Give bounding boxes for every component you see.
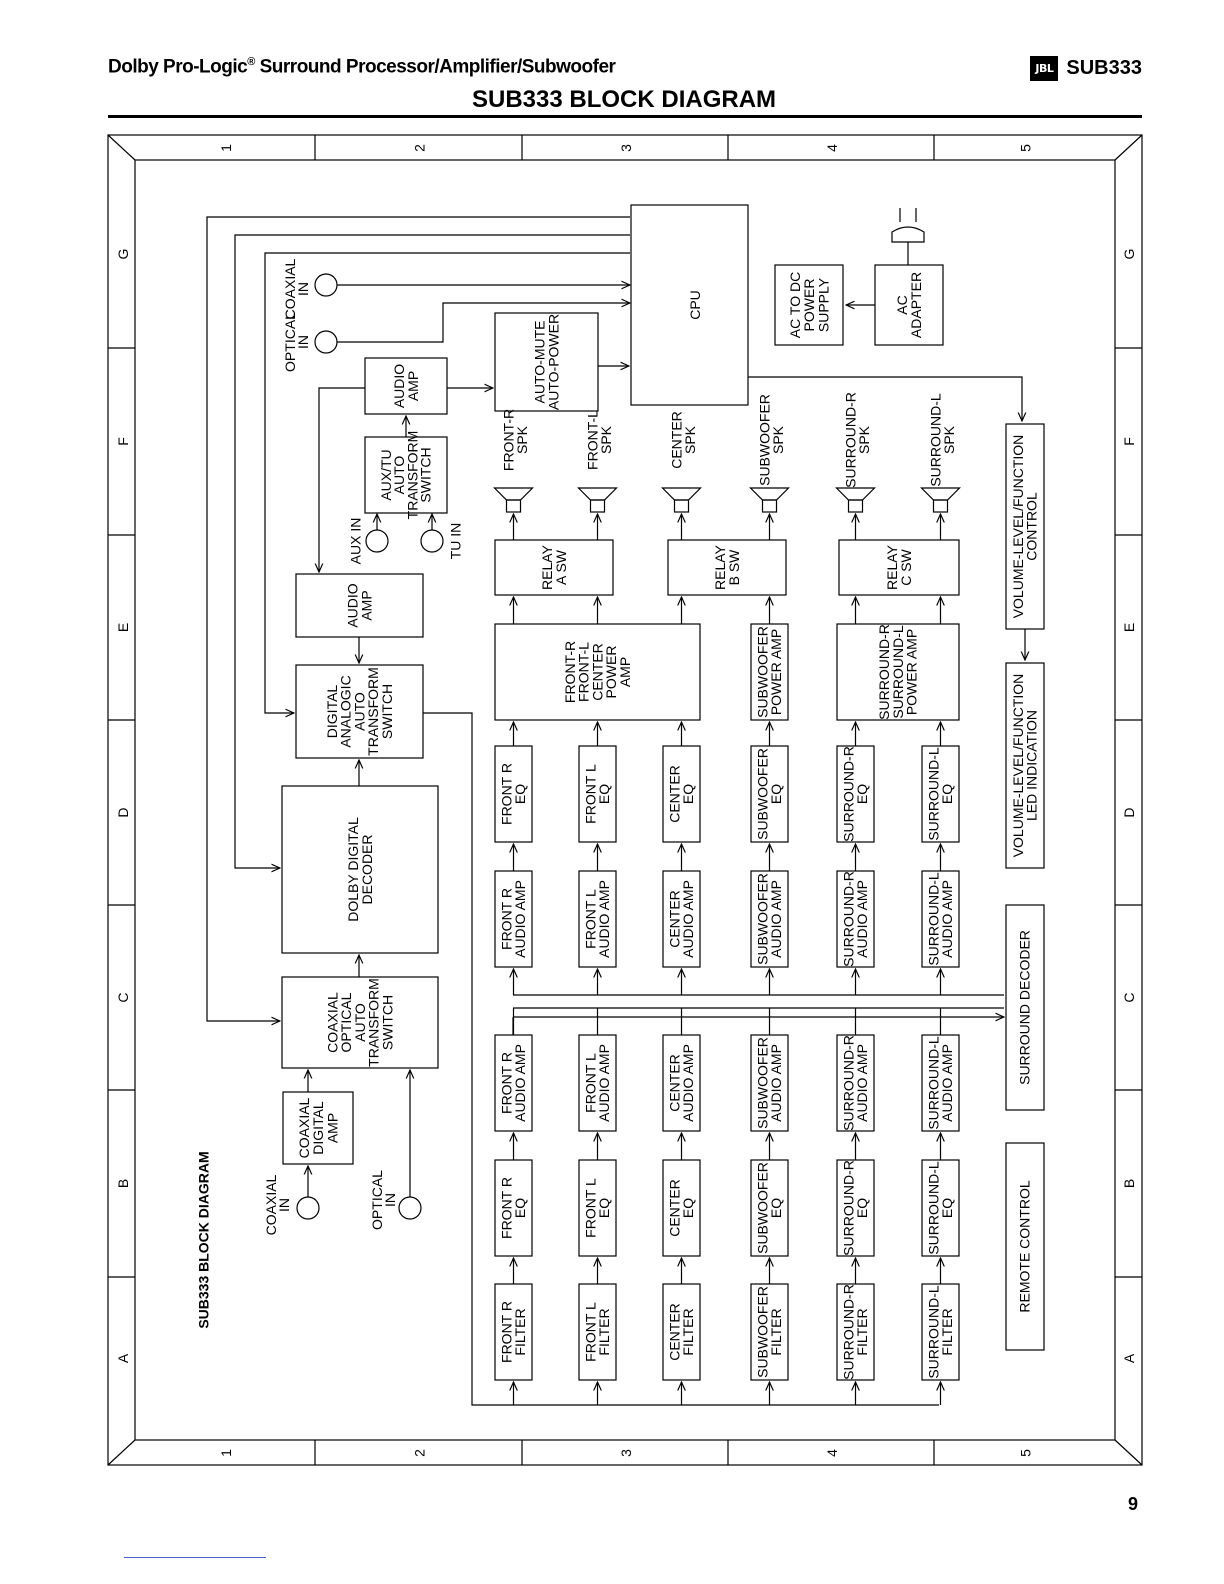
filter-block-0-label-line: FILTER — [512, 1308, 529, 1356]
speaker-label-2 — [669, 411, 699, 469]
eq-upper-block-3-label-line: EQ — [768, 783, 785, 805]
dolby-decoder-block-label — [345, 817, 375, 922]
speaker-icon-cone — [579, 488, 617, 500]
eq-upper-block-1-label — [583, 764, 613, 824]
eq-upper-block-3-label — [755, 748, 785, 840]
frame-corner — [1115, 135, 1142, 160]
surround-decoder-block-label — [1017, 930, 1033, 1085]
sub-power-amp-block-label — [755, 626, 785, 718]
relay-b-block-label-line: B SW — [726, 549, 743, 586]
audio-amp-lower-block-2-label-line: CENTER — [666, 1054, 683, 1112]
diagram-title-line: SUB333 BLOCK DIAGRAM — [195, 1151, 212, 1329]
page-number: 9 — [1127, 1494, 1138, 1514]
ac-to-dc-block-label-line: POWER — [801, 278, 817, 332]
eq-upper-block-4-label — [841, 746, 871, 842]
column-label-bottom-line: 3 — [618, 1449, 635, 1457]
coaxial-in-bottom-label-line: COAXIAL — [263, 1174, 280, 1236]
filter-block-3-label — [755, 1286, 785, 1378]
coaxial-in-top-label-line: IN — [294, 282, 311, 296]
row-label-left — [115, 249, 131, 260]
front-power-amp-block-label-line: CENTER — [589, 643, 606, 701]
row-label-left — [115, 623, 131, 632]
relay-a-block-label-line: A SW — [553, 549, 570, 586]
aux-tu-switch-block-label — [378, 431, 434, 520]
audio-amp-lower-block-5-label-line: SURROUND-L — [925, 1036, 942, 1130]
speaker-icon-cone — [751, 488, 789, 500]
audio-amp-lower-block-4-label-line: AUDIO AMP — [854, 1044, 871, 1122]
volume-indication-block-label-line: VOLUME-LEVEL/FUNCTION — [1010, 673, 1026, 858]
volume-control-block-label-line: CONTROL — [1023, 492, 1040, 561]
audio-amp-upper-block-2-label-line: AUDIO AMP — [680, 880, 697, 958]
speaker-icon-cone — [922, 488, 960, 500]
coaxial-in-bottom-label-line: IN — [275, 1198, 292, 1212]
filter-block-0-label — [499, 1301, 529, 1363]
eq-upper-block-5-label-line: EQ — [939, 783, 956, 805]
row-label-right-line: C — [1121, 992, 1138, 1003]
surround-power-amp-block-label — [876, 624, 920, 720]
eq-upper-block-0-label-line: EQ — [512, 783, 529, 805]
ac-adapter-block-label — [894, 272, 924, 338]
coaxial-digital-amp-block-label-line: AMP — [324, 1112, 341, 1144]
digital-analogic-switch-block-label-line: AUTO — [351, 692, 368, 731]
column-label-top-line: 2 — [411, 144, 428, 152]
filter-block-5-label-line: SURROUND-L — [925, 1285, 942, 1379]
filter-block-1-label-line: FRONT L — [582, 1302, 599, 1362]
eq-upper-block-2-label-line: CENTER — [666, 765, 683, 823]
optical-in-top-label-line: IN — [294, 335, 311, 349]
eq-upper-block-2-label-line: EQ — [680, 783, 697, 805]
relay-b-block-label-line: RELAY — [711, 545, 728, 590]
column-label-bottom-line: 2 — [411, 1449, 428, 1457]
audio-amp-lower-block-0-label-line: AUDIO AMP — [512, 1044, 529, 1122]
speaker-label-3 — [757, 394, 787, 486]
surround-decoder-block-label-line: SURROUND DECODER — [1016, 930, 1033, 1085]
ac-to-dc-block-label — [787, 272, 832, 338]
surround-power-amp-block-label-line: SURROUND-L — [889, 625, 906, 719]
audio-amp-upper-block-1-label — [583, 880, 613, 958]
relay-c-block-label — [884, 544, 914, 590]
audio-amp-mid-block-label — [344, 583, 374, 627]
audio-amp-upper-block-5-label-line: SURROUND-L — [925, 872, 942, 966]
audio-amp-upper-block-4-label-line: SURROUND-R — [840, 871, 857, 967]
audio-amp-lower-block-2-label — [667, 1044, 697, 1122]
optical-in-top-jack — [315, 331, 337, 353]
diagram-title — [196, 1151, 212, 1328]
filter-block-1-label — [583, 1302, 613, 1362]
page-title: SUB333 BLOCK DIAGRAM — [471, 86, 777, 113]
surround-power-amp-block-label-line: SURROUND-R — [876, 624, 893, 720]
row-label-left-line: E — [115, 622, 132, 633]
audio-amp-upper-block-1-label-line: FRONT L — [582, 889, 599, 949]
aux-in-jack — [366, 530, 388, 552]
auto-mute-block-label — [531, 314, 561, 410]
eq-upper-block-4-label-line: EQ — [854, 783, 871, 805]
speaker-label-4 — [843, 392, 873, 488]
audio-amp-upper-block-3-label-line: AUDIO AMP — [768, 880, 785, 958]
remote-control-block-label — [1017, 1180, 1033, 1312]
tu-in-label-line: TU IN — [447, 522, 464, 560]
link-underline — [124, 1557, 266, 1558]
sub-power-amp-block-label-line: SUBWOOFER — [754, 626, 771, 718]
eq-upper-block-0-label-line: FRONT R — [498, 763, 515, 825]
column-label-top — [218, 144, 234, 152]
digital-analogic-switch-block-label-line: SWITCH — [378, 683, 395, 740]
filter-block-3-label-line: SUBWOOFER — [754, 1286, 771, 1378]
coaxial-optical-switch-block-label-line: OPTICAL — [338, 992, 355, 1053]
audio-amp-top-block-label — [391, 364, 421, 408]
speaker-icon-body — [849, 500, 863, 512]
ac-adapter-block-label-line: AC — [893, 295, 910, 315]
column-label-top-line: 1 — [218, 144, 235, 152]
sub-power-amp-block-label-line: POWER AMP — [768, 628, 785, 716]
column-label-bottom — [824, 1449, 840, 1457]
eq-lower-block-5-label — [926, 1161, 956, 1255]
audio-amp-lower-block-4-label — [841, 1035, 871, 1131]
audio-amp-upper-block-5-label — [926, 872, 956, 966]
column-label-top-line: 3 — [618, 144, 635, 152]
optical-in-top-label — [282, 312, 311, 372]
front-power-amp-block-label-line: FRONT-R — [561, 640, 578, 704]
filter-block-4-label — [841, 1284, 871, 1380]
digital-analogic-switch-block-label-line: TRANSFORM — [365, 667, 382, 756]
filter-block-5-label — [926, 1285, 956, 1379]
speaker-label-2-line: SPK — [682, 425, 699, 455]
cpu-to-volume-control — [748, 377, 1022, 421]
eq-upper-block-5-label-line: SURROUND-L — [925, 747, 942, 841]
speaker-label-1-line: SPK — [598, 425, 615, 455]
digital-analogic-switch-block-label-line: ANALOGIC — [337, 675, 354, 748]
column-label-bottom — [618, 1449, 634, 1457]
row-label-left — [115, 992, 131, 1002]
audio-amp-lower-block-1-label — [583, 1044, 613, 1122]
audio-amp-mid-block-label-line: AUDIO — [344, 583, 361, 628]
row-label-right-line: E — [1121, 622, 1138, 633]
signal-wires — [108, 135, 1142, 1465]
speaker-label-1 — [585, 410, 615, 470]
aux-tu-switch-block-label-line: SWITCH — [417, 447, 434, 503]
row-label-left-line: G — [115, 248, 132, 260]
row-label-left — [115, 807, 131, 817]
relay-a-block-label — [539, 544, 569, 590]
speaker-label-5-line: SPK — [941, 425, 958, 455]
speaker-label-4-line: SPK — [856, 425, 873, 455]
audio-amp-lower-block-5-label-line: AUDIO AMP — [939, 1044, 956, 1122]
filter-block-0-label-line: FRONT R — [498, 1301, 515, 1363]
audio-amp-top-block-label-line: AUDIO — [390, 363, 407, 409]
ac-to-dc-block-label-line: AC TO DC — [786, 271, 803, 339]
eq-upper-block-3-label-line: SUBWOOFER — [754, 748, 771, 840]
row-label-left-line: F — [115, 437, 132, 446]
optical-in-bottom-label — [369, 1170, 398, 1230]
relay-c-block-label-line: RELAY — [883, 545, 900, 590]
relay-a-block-label-line: RELAY — [538, 545, 555, 590]
eq-lower-block-3-label — [755, 1162, 785, 1254]
eq-lower-block-0-label-line: EQ — [512, 1197, 529, 1219]
relay-c-block-label-line: C SW — [898, 549, 915, 586]
aux-in-label — [348, 518, 364, 565]
audio-amp-lower-block-3-label-line: AUDIO AMP — [768, 1044, 785, 1122]
front-power-amp-block-label — [562, 641, 633, 703]
row-label-right-line: A — [1121, 1353, 1138, 1364]
row-label-left — [115, 1179, 131, 1188]
filter-block-3-label-line: FILTER — [768, 1308, 785, 1356]
eq-upper-block-1-label-line: FRONT L — [582, 764, 599, 824]
filter-block-1-label-line: FILTER — [596, 1308, 613, 1356]
row-label-right — [1121, 623, 1137, 632]
speaker-label-3-line: SUBWOOFER — [756, 394, 773, 486]
audio-amp-lower-block-5-label — [926, 1036, 956, 1130]
coaxial-in-top-jack — [315, 274, 337, 296]
eq-lower-block-0-label-line: FRONT R — [498, 1177, 515, 1239]
eq-lower-block-4-label — [841, 1160, 871, 1256]
coaxial-digital-amp-block-label-line: COAXIAL — [295, 1097, 312, 1159]
speaker-label-1-line: FRONT-L — [584, 410, 601, 470]
speaker-label-5-line: SURROUND-L — [927, 393, 944, 487]
speaker-icon-cone — [663, 488, 701, 500]
cpu-label — [687, 290, 703, 320]
remote-control-block-label-line: REMOTE CONTROL — [1016, 1180, 1033, 1313]
aux-tu-switch-block-label-line: AUTO — [391, 455, 407, 495]
volume-indication-block-label — [1010, 674, 1039, 858]
row-label-right — [1121, 1179, 1137, 1188]
tu-in-jack — [421, 530, 443, 552]
speaker-icon-body — [934, 500, 948, 512]
tu-in-label — [448, 523, 464, 560]
optical-in-bottom-jack — [399, 1197, 421, 1219]
relay-b-block-label — [712, 544, 742, 590]
eq-upper-block-5-label — [926, 747, 956, 841]
filter-block-2-label-line: CENTER — [666, 1303, 683, 1361]
audio-amp-mid-block-label-line: AMP — [358, 590, 375, 621]
speaker-icon-cone — [495, 488, 533, 500]
row-label-left — [115, 437, 131, 446]
front-power-amp-block-label-line: AMP — [616, 656, 633, 688]
audio-amp-upper-block-0-label — [499, 880, 529, 958]
aux-tu-switch-block-label-line: TRANSFORM — [404, 430, 421, 520]
eq-lower-block-1-label-line: EQ — [596, 1197, 613, 1219]
eq-lower-block-1-label-line: FRONT L — [582, 1178, 599, 1238]
eq-lower-block-4-label-line: SURROUND-R — [840, 1160, 857, 1256]
eq-upper-block-1-label-line: EQ — [596, 783, 613, 805]
optical-in-bottom-label-line: OPTICAL — [369, 1170, 386, 1230]
speaker-label-4-line: SURROUND-R — [842, 392, 859, 488]
eq-lower-block-2-label — [667, 1179, 697, 1237]
auto-mute-block-label-line: AUTO-MUTE — [531, 320, 548, 404]
row-label-left-line: A — [115, 1353, 132, 1364]
speaker-icon-body — [507, 500, 521, 512]
row-label-right — [1121, 1353, 1137, 1363]
row-label-right-line: B — [1121, 1178, 1138, 1189]
audio-amp-upper-block-1-label-line: AUDIO AMP — [596, 880, 613, 958]
frame-corner — [108, 135, 135, 160]
eq-lower-block-4-label-line: EQ — [854, 1197, 871, 1219]
dolby-decoder-block-label-line: DOLBY DIGITAL — [344, 817, 361, 922]
column-label-bottom — [218, 1449, 234, 1457]
eq-lower-block-1-label — [583, 1178, 613, 1238]
surround-power-amp-block-label-line: POWER AMP — [903, 628, 920, 716]
digital-analogic-switch-block-label-line: DIGITAL — [323, 684, 340, 739]
row-label-right — [1121, 437, 1137, 446]
ac-plug-icon — [892, 227, 924, 242]
column-label-top — [412, 144, 428, 152]
column-label-top-line: 5 — [1017, 144, 1034, 152]
column-label-top — [618, 144, 634, 152]
row-label-right-line: F — [1121, 437, 1138, 446]
row-label-left-line: B — [115, 1178, 132, 1189]
volume-control-block-label — [1010, 435, 1039, 619]
audio-amp-upper-block-3-label-line: SUBWOOFER — [754, 873, 771, 965]
volume-control-block-label-line: VOLUME-LEVEL/FUNCTION — [1010, 434, 1026, 619]
audio-amp-lower-block-3-label-line: SUBWOOFER — [754, 1037, 771, 1129]
eq-lower-block-5-label-line: EQ — [939, 1197, 956, 1219]
jbl-logo: JBL — [1030, 56, 1058, 81]
audio-amp-upper-block-3-label — [755, 873, 785, 965]
row-label-right-line: G — [1121, 248, 1138, 260]
front-power-amp-block-label-line: POWER — [603, 645, 620, 699]
aux-in-label-line: AUX IN — [347, 517, 364, 565]
cpu-to-coax-switch — [207, 217, 630, 1021]
optical-in-top-label-line: OPTICAL — [282, 312, 299, 372]
coaxial-optical-switch-block-label — [324, 978, 395, 1067]
audio-amp-lower-block-3-label — [755, 1037, 785, 1129]
speaker-icon-body — [591, 500, 605, 512]
speaker-label-0 — [501, 409, 531, 471]
coaxial-digital-amp-block-label — [296, 1097, 341, 1158]
optical-in-bottom-label-line: IN — [381, 1193, 398, 1207]
frame-corner — [108, 1440, 135, 1465]
audio-amp-upper-block-2-label-line: CENTER — [666, 890, 683, 948]
volume-indication-block-label-line: LED INDICATION — [1023, 710, 1040, 821]
auto-mute-block-label-line: AUTO-POWER — [545, 313, 562, 411]
column-label-top — [824, 144, 840, 152]
diagram-labels — [115, 144, 1137, 1457]
speaker-icon-body — [675, 500, 689, 512]
coaxial-in-bottom-jack — [297, 1197, 319, 1219]
eq-lower-block-5-label-line: SURROUND-L — [925, 1161, 942, 1255]
row-label-left-line: C — [115, 992, 132, 1003]
row-label-left — [115, 1353, 131, 1363]
header-title: Dolby Pro-Logic® Surround Processor/Amplifier/Subwoofer — [108, 56, 616, 78]
coaxial-optical-switch-block-label-line: AUTO — [351, 1003, 368, 1042]
column-label-bottom — [1018, 1449, 1034, 1457]
speaker-icon-cone — [837, 488, 875, 500]
coaxial-in-top-label — [282, 258, 311, 319]
speaker-label-2-line: CENTER — [668, 411, 685, 469]
ac-to-dc-block-label-line: SUPPLY — [815, 277, 832, 333]
coaxial-in-bottom-label — [263, 1174, 292, 1235]
eq-lower-block-0-label — [499, 1177, 529, 1239]
audio-amp-lower-block-4-label-line: SURROUND-R — [840, 1035, 857, 1131]
row-label-left-line: D — [115, 807, 132, 818]
audio-amp-upper-block-4-label-line: AUDIO AMP — [854, 880, 871, 958]
row-label-right — [1121, 992, 1137, 1002]
eq-upper-block-0-label — [499, 763, 529, 825]
filter-block-4-label-line: FILTER — [854, 1308, 871, 1356]
model-label: SUB333 — [1066, 57, 1142, 79]
column-label-bottom — [412, 1449, 428, 1457]
filter-block-4-label-line: SURROUND-R — [840, 1284, 857, 1380]
ac-adapter-block-label-line: ADAPTER — [908, 271, 925, 339]
column-label-bottom-line: 1 — [218, 1449, 235, 1457]
speaker-label-5 — [928, 393, 958, 487]
row-label-right — [1121, 807, 1137, 817]
speaker-label-0-line: SPK — [514, 425, 531, 455]
cpu-label-line: CPU — [687, 290, 704, 320]
coaxial-digital-amp-block-label-line: DIGITAL — [310, 1101, 326, 1155]
column-label-top-line: 4 — [824, 144, 841, 152]
frame-outer — [108, 135, 1142, 1465]
eq-upper-block-4-label-line: SURROUND-R — [840, 746, 857, 842]
coaxial-optical-switch-block-label-line: TRANSFORM — [365, 978, 382, 1067]
dolby-decoder-block-label-line: DECODER — [359, 834, 376, 905]
audio-amp-top-block-label-line: AMP — [405, 370, 422, 402]
audio-amp-upper-block-5-label-line: AUDIO AMP — [939, 880, 956, 958]
audio-amp-lower-block-0-label — [499, 1044, 529, 1122]
audio-amp-lower-block-1-label-line: FRONT L — [582, 1053, 599, 1113]
diagram-frame — [108, 135, 1142, 1465]
aux-tu-switch-block-label-line: AUX/TU — [377, 449, 394, 501]
eq-upper-block-2-label — [667, 765, 697, 823]
filter-block-5-label-line: FILTER — [939, 1308, 956, 1356]
column-label-bottom-line: 4 — [824, 1449, 841, 1457]
column-label-bottom-line: 5 — [1017, 1449, 1034, 1457]
row-label-right-line: D — [1121, 807, 1138, 818]
column-label-top — [1018, 144, 1034, 152]
speaker-label-0-line: FRONT-R — [500, 408, 517, 472]
eq-lower-block-3-label-line: SUBWOOFER — [754, 1162, 771, 1254]
row-label-right — [1121, 249, 1137, 260]
coaxial-in-top-label-line: COAXIAL — [282, 258, 299, 320]
audio-amp-lower-block-1-label-line: AUDIO AMP — [596, 1044, 613, 1122]
speaker-icon-body — [763, 500, 777, 512]
audio-amp-upper-block-2-label — [667, 880, 697, 958]
speaker-label-3-line: SPK — [770, 425, 787, 455]
filter-block-2-label-line: FILTER — [680, 1308, 697, 1356]
optical-to-cpu — [337, 303, 630, 342]
filter-block-2-label — [667, 1303, 697, 1361]
audio-amp-lower-block-0-label-line: FRONT R — [498, 1052, 515, 1114]
audio-amp-upper-block-0-label-line: FRONT R — [498, 888, 515, 950]
audio-amp-lower-block-2-label-line: AUDIO AMP — [680, 1044, 697, 1122]
eq-lower-block-2-label-line: CENTER — [666, 1179, 683, 1237]
digital-analogic-switch-block-label — [324, 667, 395, 756]
eq-lower-block-3-label-line: EQ — [768, 1197, 785, 1219]
audio-amp-upper-block-0-label-line: AUDIO AMP — [512, 880, 529, 958]
coaxial-optical-switch-block-label-line: COAXIAL — [324, 992, 341, 1053]
eq-lower-block-2-label-line: EQ — [680, 1197, 697, 1219]
audio-amp-upper-block-4-label — [841, 871, 871, 967]
coaxial-optical-switch-block-label-line: SWITCH — [379, 994, 396, 1051]
frame-corner — [1115, 1440, 1142, 1465]
front-power-amp-block-label-line: FRONT-L — [575, 642, 592, 702]
